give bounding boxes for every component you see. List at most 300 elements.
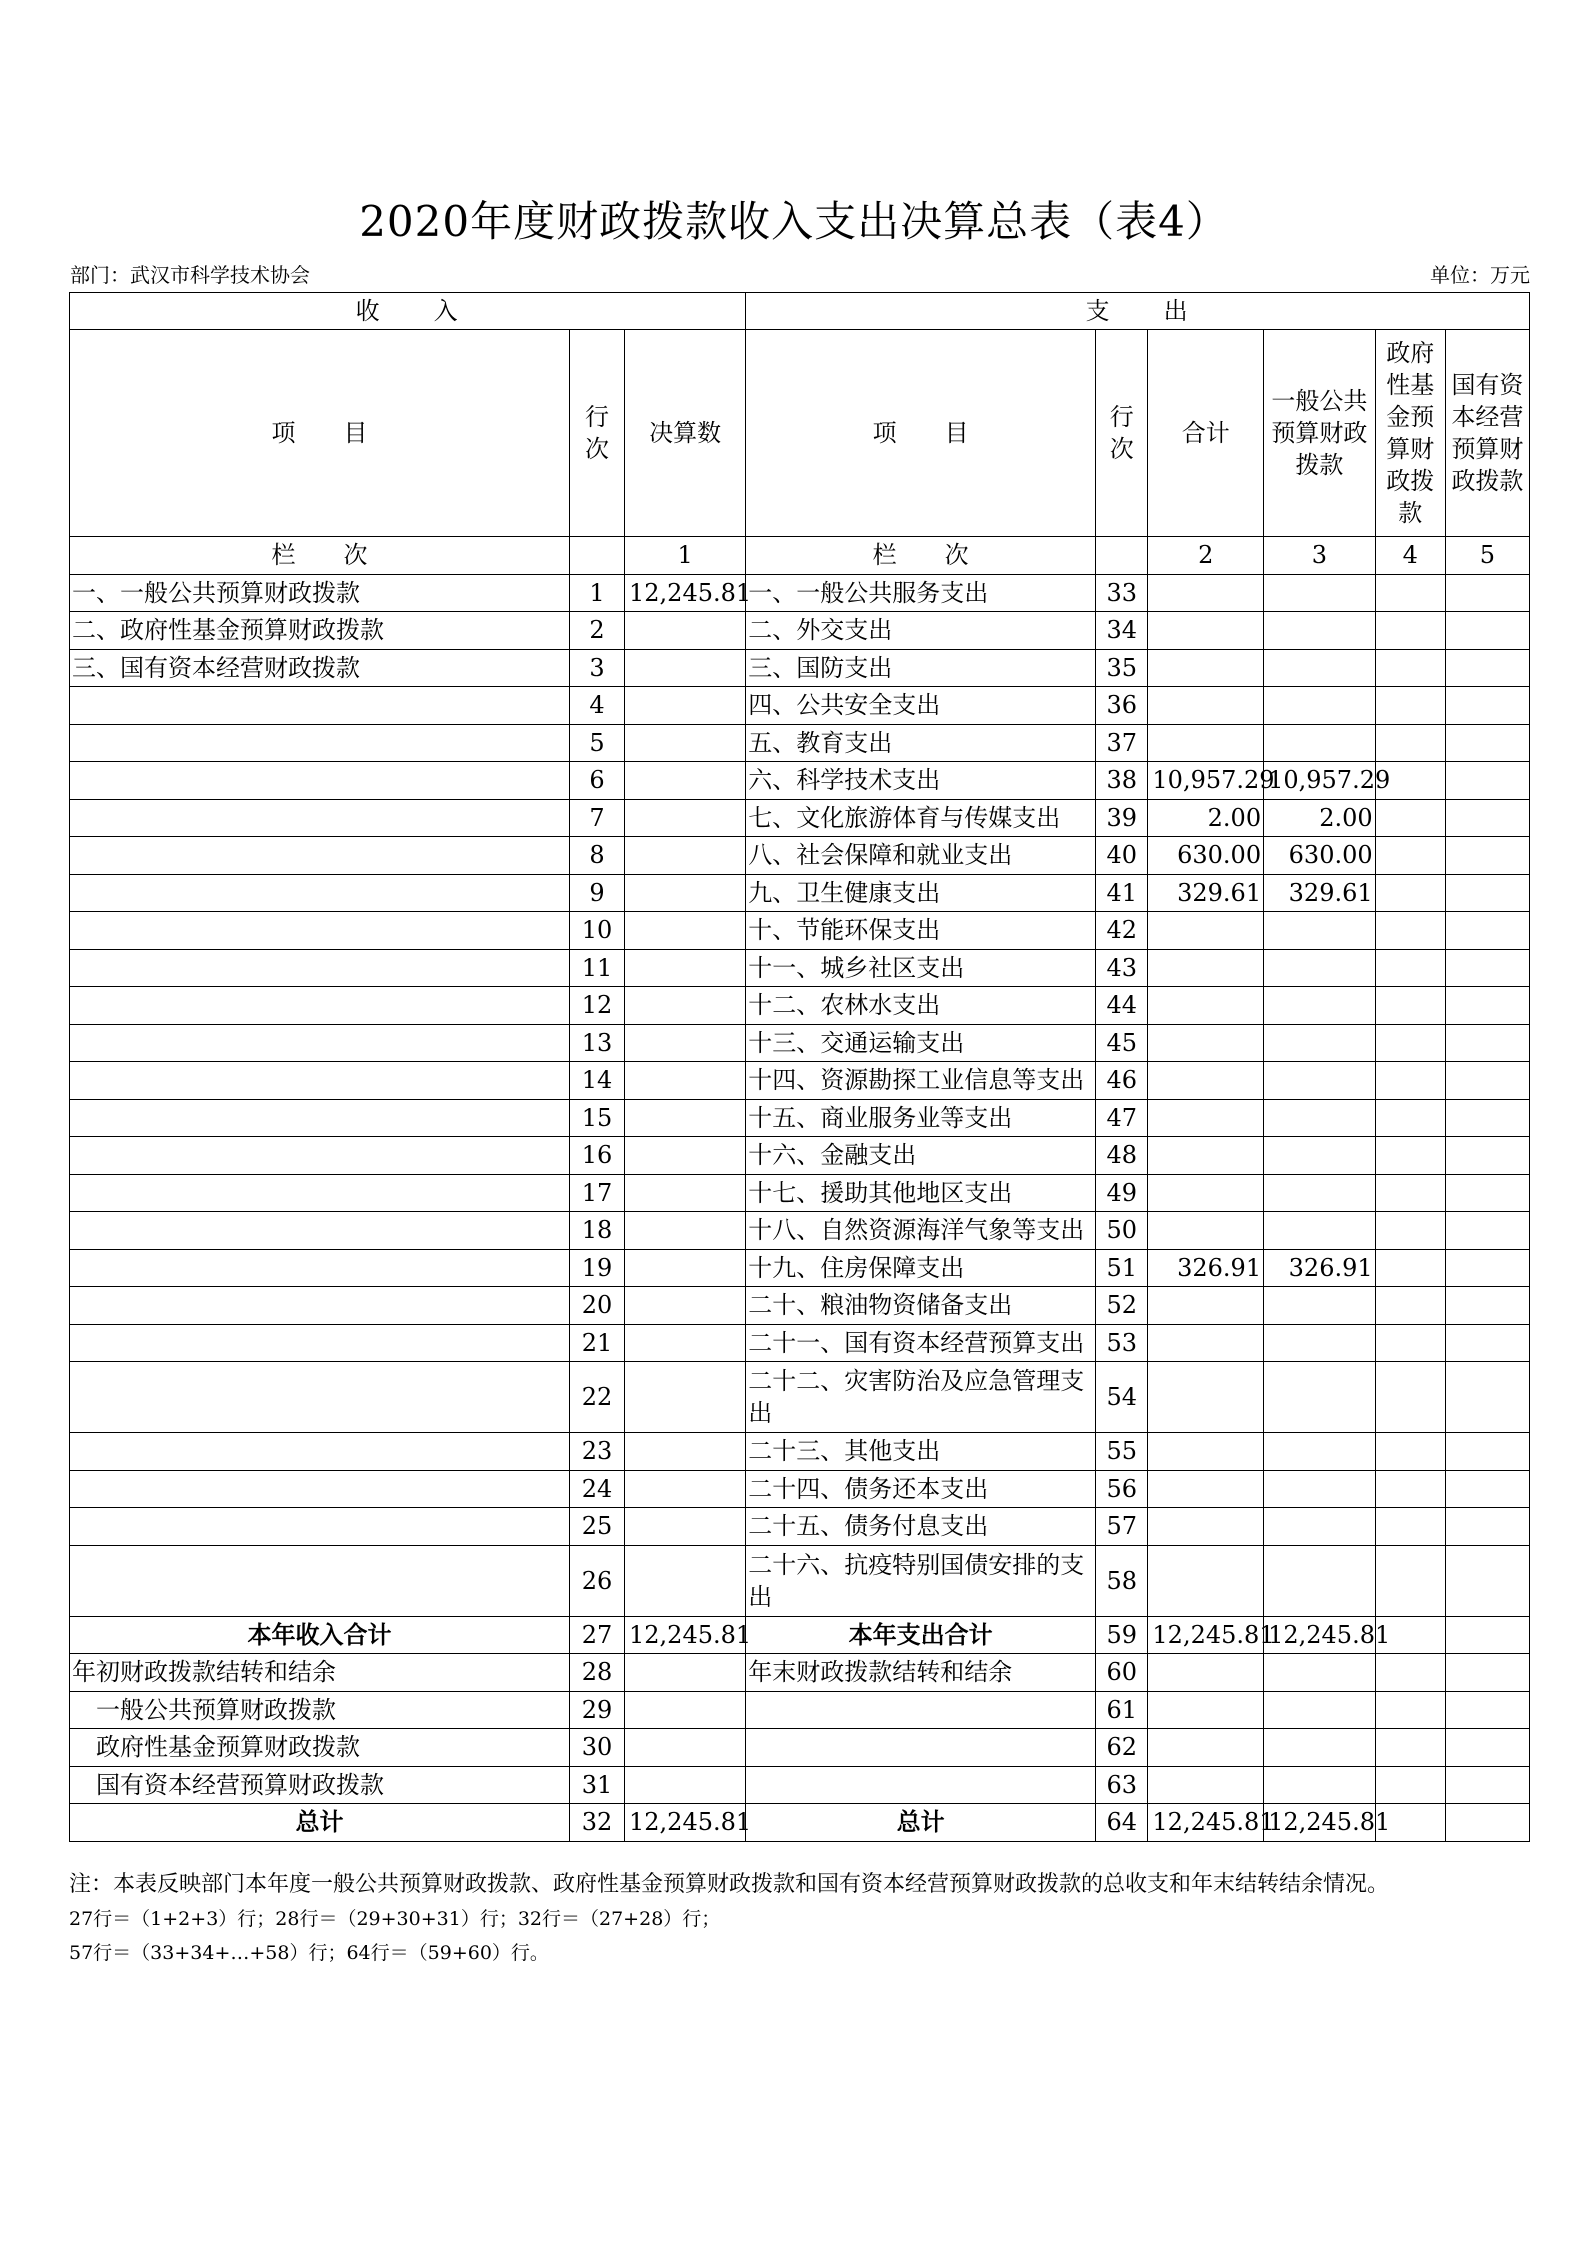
income-row-no-cell: 24 (569, 1470, 624, 1508)
income-value-cell (625, 1099, 746, 1137)
exp-total-cell (1148, 1470, 1264, 1508)
exp-general-cell: 326.91 (1264, 1249, 1376, 1287)
income-row-no-cell: 25 (569, 1508, 624, 1546)
page-title: 2020年度财政拨款收入支出决算总表（表4） (359, 197, 1229, 246)
exp-total-cell: 329.61 (1148, 874, 1264, 912)
exp-general-cell (1264, 1433, 1376, 1471)
income-value-cell (625, 837, 746, 875)
exp-total-cell (1148, 1766, 1264, 1804)
exp-item-cell: 二、外交支出 (746, 612, 1096, 650)
income-row-no-cell: 28 (569, 1654, 624, 1692)
exp-row-no-cell: 55 (1096, 1433, 1148, 1471)
exp-item-cell: 二十二、灾害防治及应急管理支出 (746, 1362, 1096, 1433)
income-item-cell: 年初财政拨款结转和结余 (70, 1654, 570, 1692)
income-row-no-cell: 27 (569, 1616, 624, 1654)
table-row (70, 574, 1530, 612)
col-index-4: 4 (1375, 537, 1445, 575)
income-item-cell: 二、政府性基金预算财政拨款 (70, 612, 570, 650)
exp-state-capital-cell (1445, 799, 1529, 837)
income-item-cell (70, 1287, 570, 1325)
table-row (70, 1137, 1530, 1175)
income-item-cell (70, 724, 570, 762)
exp-general-cell (1264, 1766, 1376, 1804)
income-value-cell (625, 1433, 746, 1471)
table-row (70, 1174, 1530, 1212)
exp-total-cell (1148, 1287, 1264, 1325)
col-index-empty (569, 537, 624, 575)
col-header-state-capital: 国有资本经营预算财政拨款 (1445, 330, 1529, 537)
income-row-no-cell: 15 (569, 1099, 624, 1137)
income-item-cell (70, 1212, 570, 1250)
exp-row-no-cell: 43 (1096, 949, 1148, 987)
exp-total-cell (1148, 1654, 1264, 1692)
exp-row-no-cell: 33 (1096, 574, 1148, 612)
exp-general-cell (1264, 1174, 1376, 1212)
exp-item-cell: 四、公共安全支出 (746, 687, 1096, 725)
exp-row-no-cell: 44 (1096, 987, 1148, 1025)
income-value-cell (625, 874, 746, 912)
income-row-no-cell: 18 (569, 1212, 624, 1250)
exp-state-capital-cell (1445, 987, 1529, 1025)
exp-general-cell: 2.00 (1264, 799, 1376, 837)
exp-general-cell (1264, 1508, 1376, 1546)
table-row (70, 1433, 1530, 1471)
exp-row-no-cell: 42 (1096, 912, 1148, 950)
exp-item-cell (746, 1766, 1096, 1804)
exp-general-cell: 329.61 (1264, 874, 1376, 912)
exp-state-capital-cell (1445, 1766, 1529, 1804)
table-row (70, 1062, 1530, 1100)
income-item-cell (70, 1137, 570, 1175)
exp-gov-fund-cell (1375, 1766, 1445, 1804)
exp-total-cell (1148, 1508, 1264, 1546)
exp-state-capital-cell (1445, 912, 1529, 950)
exp-row-no-cell: 38 (1096, 762, 1148, 800)
exp-gov-fund-cell (1375, 949, 1445, 987)
col-index-empty (1096, 537, 1148, 575)
table-row (70, 724, 1530, 762)
exp-item-cell: 二十、粮油物资储备支出 (746, 1287, 1096, 1325)
exp-row-no-cell: 37 (1096, 724, 1148, 762)
exp-state-capital-cell (1445, 1249, 1529, 1287)
income-item-cell (70, 1470, 570, 1508)
exp-state-capital-cell (1445, 762, 1529, 800)
table-row (70, 1362, 1530, 1433)
note-formula: 27行＝（1+2+3）行；28行＝（29+30+31）行；32行＝（27+28）行； (69, 1908, 721, 1930)
income-row-no-cell: 19 (569, 1249, 624, 1287)
exp-row-no-cell: 63 (1096, 1766, 1148, 1804)
exp-general-cell (1264, 612, 1376, 650)
income-value-cell (625, 1324, 746, 1362)
income-value-cell (625, 949, 746, 987)
exp-state-capital-cell (1445, 649, 1529, 687)
table-row (70, 987, 1530, 1025)
income-value-cell (625, 1545, 746, 1616)
exp-gov-fund-cell (1375, 687, 1445, 725)
exp-gov-fund-cell (1375, 1174, 1445, 1212)
income-value-cell (625, 1766, 746, 1804)
exp-item-cell: 五、教育支出 (746, 724, 1096, 762)
expenditure-section-header: 支 出 (746, 293, 1530, 330)
income-item-cell (70, 874, 570, 912)
col-index-1: 1 (625, 537, 746, 575)
exp-total-cell (1148, 1137, 1264, 1175)
income-value-cell: 12,245.81 (625, 1616, 746, 1654)
income-value-cell: 12,245.81 (625, 574, 746, 612)
exp-item-cell: 九、卫生健康支出 (746, 874, 1096, 912)
exp-total-cell (1148, 649, 1264, 687)
exp-general-cell: 12,245.81 (1264, 1804, 1376, 1842)
exp-total-cell (1148, 574, 1264, 612)
exp-total-cell (1148, 1691, 1264, 1729)
exp-gov-fund-cell (1375, 574, 1445, 612)
exp-row-no-cell: 64 (1096, 1804, 1148, 1842)
exp-item-cell: 一、一般公共服务支出 (746, 574, 1096, 612)
col-index-3: 3 (1264, 537, 1376, 575)
income-row-no-cell: 23 (569, 1433, 624, 1471)
income-row-no-cell: 8 (569, 837, 624, 875)
exp-gov-fund-cell (1375, 1362, 1445, 1433)
exp-general-cell (1264, 1212, 1376, 1250)
exp-state-capital-cell (1445, 837, 1529, 875)
table-row (70, 1729, 1530, 1767)
notes (69, 1868, 1530, 1970)
exp-general-cell (1264, 1545, 1376, 1616)
exp-row-no-cell: 54 (1096, 1362, 1148, 1433)
exp-item-cell: 十二、农林水支出 (746, 987, 1096, 1025)
col-header-general: 一般公共预算财政拨款 (1264, 330, 1376, 537)
income-value-cell (625, 1174, 746, 1212)
exp-item-cell: 十一、城乡社区支出 (746, 949, 1096, 987)
income-row-no-cell: 6 (569, 762, 624, 800)
exp-row-no-cell: 58 (1096, 1545, 1148, 1616)
exp-row-no-cell: 34 (1096, 612, 1148, 650)
exp-gov-fund-cell (1375, 649, 1445, 687)
exp-state-capital-cell (1445, 1654, 1529, 1692)
exp-total-cell (1148, 1362, 1264, 1433)
exp-item-cell: 二十五、债务付息支出 (746, 1508, 1096, 1546)
exp-row-no-cell: 48 (1096, 1137, 1148, 1175)
income-row-no-cell: 5 (569, 724, 624, 762)
exp-total-cell (1148, 687, 1264, 725)
exp-general-cell (1264, 987, 1376, 1025)
table-row (70, 1804, 1530, 1842)
income-row-no-cell: 4 (569, 687, 624, 725)
income-item-cell (70, 949, 570, 987)
income-row-no-cell: 14 (569, 1062, 624, 1100)
income-item-cell (70, 1174, 570, 1212)
exp-total-cell (1148, 1433, 1264, 1471)
exp-state-capital-cell (1445, 1729, 1529, 1767)
exp-general-cell (1264, 649, 1376, 687)
exp-item-cell: 二十三、其他支出 (746, 1433, 1096, 1471)
income-item-cell (70, 1324, 570, 1362)
income-row-no-cell: 13 (569, 1024, 624, 1062)
col-index-exp-label: 栏 次 (746, 537, 1096, 575)
income-value-cell (625, 799, 746, 837)
exp-general-cell (1264, 1654, 1376, 1692)
income-item-cell (70, 799, 570, 837)
exp-general-cell (1264, 1691, 1376, 1729)
income-section-header: 收 入 (70, 293, 746, 330)
exp-item-cell: 年末财政拨款结转和结余 (746, 1654, 1096, 1692)
exp-total-cell (1148, 912, 1264, 950)
exp-state-capital-cell (1445, 1062, 1529, 1100)
exp-state-capital-cell (1445, 612, 1529, 650)
exp-total-cell (1148, 987, 1264, 1025)
exp-total-cell (1148, 949, 1264, 987)
income-row-no-cell: 22 (569, 1362, 624, 1433)
note-formula: 57行＝（33+34+…+58）行；64行＝（59+60）行。 (69, 1942, 549, 1964)
col-index-2: 2 (1148, 537, 1264, 575)
exp-gov-fund-cell (1375, 912, 1445, 950)
exp-general-cell (1264, 912, 1376, 950)
exp-row-no-cell: 36 (1096, 687, 1148, 725)
exp-row-no-cell: 39 (1096, 799, 1148, 837)
exp-total-cell (1148, 1024, 1264, 1062)
exp-item-cell (746, 1691, 1096, 1729)
income-row-no-cell: 32 (569, 1804, 624, 1842)
income-row-no-cell: 26 (569, 1545, 624, 1616)
table-row (70, 762, 1530, 800)
income-value-cell (625, 1062, 746, 1100)
col-header-final: 决算数 (625, 330, 746, 537)
exp-gov-fund-cell (1375, 1137, 1445, 1175)
exp-gov-fund-cell (1375, 1024, 1445, 1062)
exp-general-cell (1264, 949, 1376, 987)
exp-state-capital-cell (1445, 1433, 1529, 1471)
income-value-cell (625, 724, 746, 762)
exp-row-no-cell: 62 (1096, 1729, 1148, 1767)
income-item-cell: 政府性基金预算财政拨款 (70, 1729, 570, 1767)
exp-total-cell: 630.00 (1148, 837, 1264, 875)
unit-label: 单位：万元 (1430, 263, 1530, 287)
table-row (70, 1249, 1530, 1287)
income-value-cell (625, 912, 746, 950)
col-index-label: 栏 次 (70, 537, 570, 575)
exp-gov-fund-cell (1375, 612, 1445, 650)
col-header-item: 项 目 (70, 330, 570, 537)
exp-general-cell (1264, 1470, 1376, 1508)
exp-row-no-cell: 52 (1096, 1287, 1148, 1325)
exp-state-capital-cell (1445, 1324, 1529, 1362)
exp-state-capital-cell (1445, 1362, 1529, 1433)
table-row (70, 1324, 1530, 1362)
income-row-no-cell: 1 (569, 574, 624, 612)
income-item-cell (70, 1249, 570, 1287)
exp-row-no-cell: 57 (1096, 1508, 1148, 1546)
exp-gov-fund-cell (1375, 837, 1445, 875)
exp-gov-fund-cell (1375, 724, 1445, 762)
exp-row-no-cell: 60 (1096, 1654, 1148, 1692)
table-row (70, 1654, 1530, 1692)
income-value-cell (625, 1729, 746, 1767)
exp-row-no-cell: 46 (1096, 1062, 1148, 1100)
table-row (70, 1024, 1530, 1062)
note-text: 注：本表反映部门本年度一般公共预算财政拨款、政府性基金预算财政拨款和国有资本经营预算财政拨款的总收支和年末结转结余情况。 (69, 1872, 1390, 1897)
exp-item-cell: 本年支出合计 (746, 1616, 1096, 1654)
income-value-cell (625, 762, 746, 800)
exp-total-cell: 2.00 (1148, 799, 1264, 837)
exp-row-no-cell: 47 (1096, 1099, 1148, 1137)
income-item-cell: 总计 (70, 1804, 570, 1842)
income-value-cell (625, 649, 746, 687)
col-header-row-no: 行次 (569, 330, 624, 537)
table-row (70, 649, 1530, 687)
exp-state-capital-cell (1445, 1804, 1529, 1842)
exp-item-cell: 十七、援助其他地区支出 (746, 1174, 1096, 1212)
exp-gov-fund-cell (1375, 1099, 1445, 1137)
exp-row-no-cell: 49 (1096, 1174, 1148, 1212)
exp-total-cell (1148, 1099, 1264, 1137)
income-value-cell (625, 1137, 746, 1175)
exp-item-cell: 总计 (746, 1804, 1096, 1842)
exp-gov-fund-cell (1375, 799, 1445, 837)
exp-general-cell (1264, 724, 1376, 762)
budget-table (69, 292, 1530, 1842)
exp-total-cell (1148, 724, 1264, 762)
income-value-cell (625, 1654, 746, 1692)
exp-general-cell (1264, 1024, 1376, 1062)
exp-item-cell: 八、社会保障和就业支出 (746, 837, 1096, 875)
exp-state-capital-cell (1445, 574, 1529, 612)
exp-item-cell: 十六、金融支出 (746, 1137, 1096, 1175)
income-item-cell (70, 1062, 570, 1100)
column-header-row (70, 330, 1530, 537)
exp-general-cell: 12,245.81 (1264, 1616, 1376, 1654)
exp-state-capital-cell (1445, 1099, 1529, 1137)
exp-general-cell (1264, 1137, 1376, 1175)
exp-row-no-cell: 53 (1096, 1324, 1148, 1362)
exp-total-cell (1148, 1212, 1264, 1250)
table-row (70, 1099, 1530, 1137)
exp-gov-fund-cell (1375, 1433, 1445, 1471)
exp-gov-fund-cell (1375, 1212, 1445, 1250)
exp-gov-fund-cell (1375, 1729, 1445, 1767)
exp-gov-fund-cell (1375, 1691, 1445, 1729)
income-item-cell: 三、国有资本经营财政拨款 (70, 649, 570, 687)
income-item-cell (70, 1099, 570, 1137)
table-row (70, 837, 1530, 875)
exp-state-capital-cell (1445, 687, 1529, 725)
income-row-no-cell: 3 (569, 649, 624, 687)
table-row (70, 1616, 1530, 1654)
income-item-cell (70, 1433, 570, 1471)
exp-total-cell (1148, 1729, 1264, 1767)
exp-state-capital-cell (1445, 1691, 1529, 1729)
exp-state-capital-cell (1445, 1024, 1529, 1062)
income-item-cell (70, 1362, 570, 1433)
income-row-no-cell: 9 (569, 874, 624, 912)
exp-row-no-cell: 35 (1096, 649, 1148, 687)
income-row-no-cell: 21 (569, 1324, 624, 1362)
column-index-row (70, 537, 1530, 575)
income-item-cell (70, 987, 570, 1025)
exp-item-cell: 二十一、国有资本经营预算支出 (746, 1324, 1096, 1362)
exp-total-cell (1148, 612, 1264, 650)
exp-state-capital-cell (1445, 1545, 1529, 1616)
exp-total-cell (1148, 1545, 1264, 1616)
exp-state-capital-cell (1445, 874, 1529, 912)
income-item-cell (70, 687, 570, 725)
exp-row-no-cell: 50 (1096, 1212, 1148, 1250)
income-row-no-cell: 20 (569, 1287, 624, 1325)
col-header-exp-item: 项 目 (746, 330, 1096, 537)
exp-row-no-cell: 61 (1096, 1691, 1148, 1729)
income-value-cell (625, 987, 746, 1025)
exp-item-cell: 十四、资源勘探工业信息等支出 (746, 1062, 1096, 1100)
table-row (70, 1470, 1530, 1508)
income-item-cell: 一、一般公共预算财政拨款 (70, 574, 570, 612)
exp-gov-fund-cell (1375, 1545, 1445, 1616)
exp-general-cell: 630.00 (1264, 837, 1376, 875)
exp-general-cell (1264, 574, 1376, 612)
exp-item-cell: 三、国防支出 (746, 649, 1096, 687)
exp-item-cell: 二十六、抗疫特别国债安排的支出 (746, 1545, 1096, 1616)
income-value-cell (625, 1212, 746, 1250)
exp-state-capital-cell (1445, 1137, 1529, 1175)
table-row (70, 1508, 1530, 1546)
exp-gov-fund-cell (1375, 1654, 1445, 1692)
col-header-exp-row-no: 行次 (1096, 330, 1148, 537)
exp-gov-fund-cell (1375, 874, 1445, 912)
table-row (70, 799, 1530, 837)
exp-total-cell: 10,957.29 (1148, 762, 1264, 800)
table-row (70, 1545, 1530, 1616)
exp-row-no-cell: 56 (1096, 1470, 1148, 1508)
exp-state-capital-cell (1445, 1212, 1529, 1250)
income-item-cell: 本年收入合计 (70, 1616, 570, 1654)
exp-total-cell (1148, 1062, 1264, 1100)
exp-row-no-cell: 45 (1096, 1024, 1148, 1062)
exp-gov-fund-cell (1375, 1324, 1445, 1362)
exp-general-cell (1264, 687, 1376, 725)
income-row-no-cell: 10 (569, 912, 624, 950)
exp-item-cell: 十九、住房保障支出 (746, 1249, 1096, 1287)
income-item-cell (70, 1508, 570, 1546)
income-value-cell (625, 1508, 746, 1546)
department-label: 部门：武汉市科学技术协会 (70, 263, 310, 287)
income-item-cell: 国有资本经营预算财政拨款 (70, 1766, 570, 1804)
exp-gov-fund-cell (1375, 1508, 1445, 1546)
income-row-no-cell: 16 (569, 1137, 624, 1175)
exp-general-cell (1264, 1729, 1376, 1767)
section-header-row (70, 293, 1530, 330)
income-value-cell (625, 1249, 746, 1287)
table-row (70, 1287, 1530, 1325)
income-value-cell (625, 612, 746, 650)
exp-item-cell: 十八、自然资源海洋气象等支出 (746, 1212, 1096, 1250)
exp-state-capital-cell (1445, 1616, 1529, 1654)
table-row (70, 687, 1530, 725)
income-row-no-cell: 31 (569, 1766, 624, 1804)
exp-total-cell: 12,245.81 (1148, 1804, 1264, 1842)
exp-item-cell: 六、科学技术支出 (746, 762, 1096, 800)
exp-state-capital-cell (1445, 949, 1529, 987)
exp-state-capital-cell (1445, 724, 1529, 762)
table-row (70, 1212, 1530, 1250)
income-value-cell (625, 1024, 746, 1062)
income-item-cell (70, 912, 570, 950)
income-value-cell (625, 1287, 746, 1325)
col-header-gov-fund: 政府性基金预算财政拨款 (1375, 330, 1445, 537)
table-row (70, 912, 1530, 950)
income-row-no-cell: 11 (569, 949, 624, 987)
income-row-no-cell: 30 (569, 1729, 624, 1767)
exp-general-cell (1264, 1287, 1376, 1325)
table-row (70, 612, 1530, 650)
income-value-cell (625, 1470, 746, 1508)
